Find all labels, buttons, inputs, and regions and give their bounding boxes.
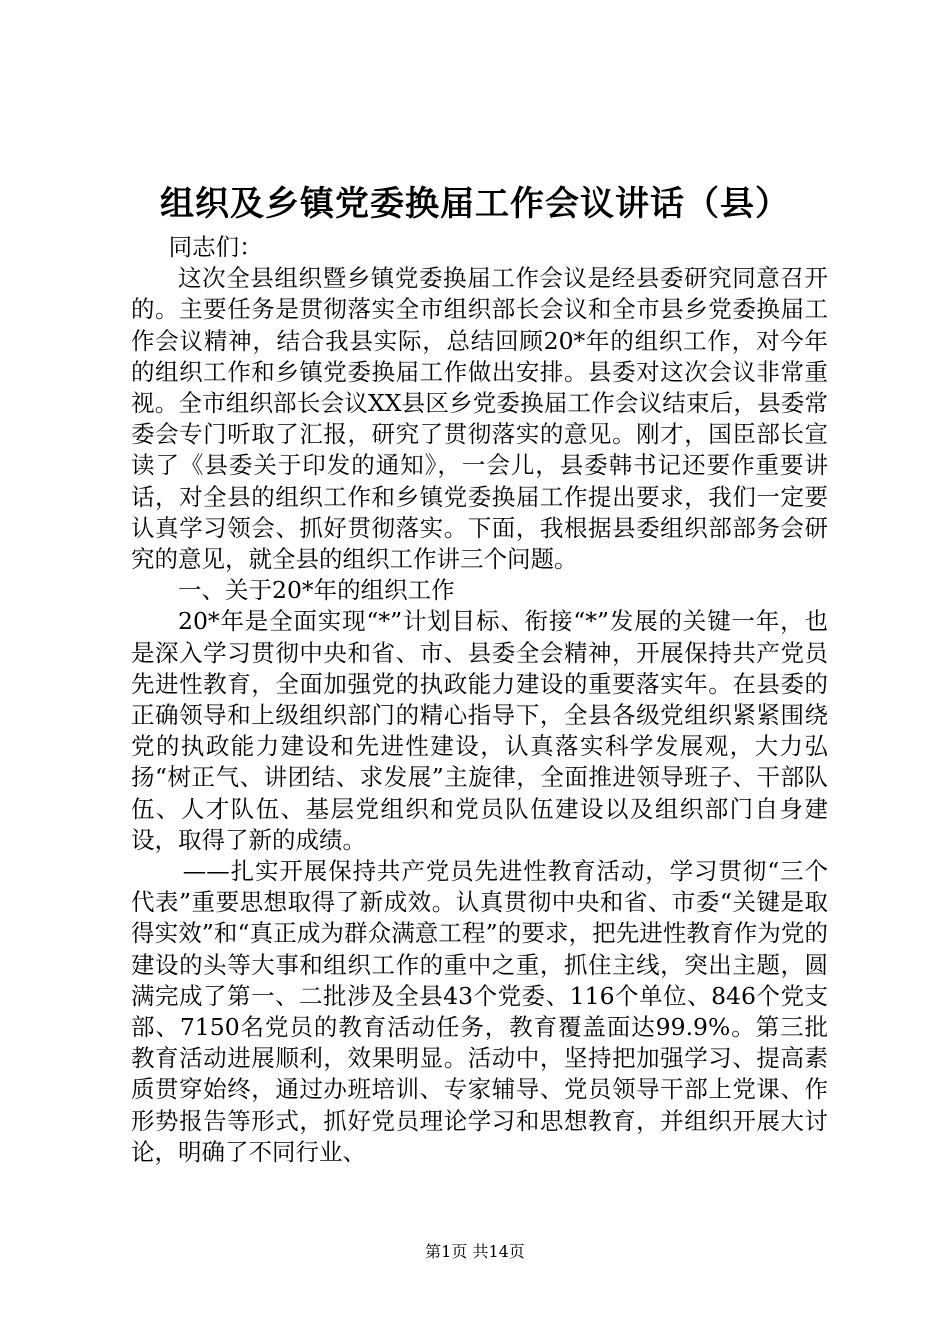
document-body [131,232,828,1168]
section-heading: 一、关于20*年的组织工作 [178,576,455,605]
paragraph-education: ——扎实开展保持共产党员先进性教育活动，学习贯彻“三个代表”重要思想取得了新成效。认真贯彻中央和省、市委“关键是取得实效”和“真正成为群众满意工程”的要求，把先进性教育作为党的建设的头等大事和组织工作的重中之重，抓住主线，突出主题，圆满完成了第一、二批涉及全县43个党委、116个单位、846个党支部、7150名党员的教育活动任务，教育覆盖面达99.9%。第三批教育活动进展顺利，效果明显。活动中，坚持把加强学习、提高素质贯穿始终，通过办班培训、专家辅导、党员领导干部上党课、作形势报告等形式，抓好党员理论学习和思想教育，并组织开展大讨论，明确了不同行业、 [131,857,828,1166]
document-title: 组织及乡镇党委换届工作会议讲话（县） [160,184,790,224]
paragraph-intro: 这次全县组织暨乡镇党委换届工作会议是经县委研究同意召开的。主要任务是贯彻落实全市组织部长会议和全市县乡党委换届工作会议精神，结合我县实际，总结回顾20*年的组织工作，对今年的组织工作和乡镇党委换届工作做出安排。县委对这次会议非常重视。全市组织部长会议XX县区乡党委换届工作会议结束后，县委常委会专门听取了汇报，研究了贯彻落实的意见。刚才，国臣部长宣读了《县委关于印发的通知》，一会儿，县委韩书记还要作重要讲话，对全县的组织工作和乡镇党委换届工作提出要求，我们一定要认真学习领会、抓好贯彻落实。下面，我根据县委组织部部务会研究的意见，就全县的组织工作讲三个问题。 [131,264,828,574]
page-footer: 第1页 共14页 [425,1242,525,1261]
salutation: 同志们： [168,233,263,261]
paragraph-overview: 20*年是全面实现“*”计划目标、衔接“*”发展的关键一年，也是深入学习贯彻中央和省、市、县委全会精神，开展保持共产党员先进性教育，全面加强党的执政能力建设的重要落实年。在县委的正确领导和上级组织部门的精心指导下，全县各级党组织紧紧围绕党的执政能力建设和先进性建设，认真落实科学发展观，大力弘扬“树正气、讲团结、求发展”主旋律，全面推进领导班子、干部队伍、人才队伍、基层党组织和党员队伍建设以及组织部门自身建设，取得了新的成绩。 [131,607,828,854]
